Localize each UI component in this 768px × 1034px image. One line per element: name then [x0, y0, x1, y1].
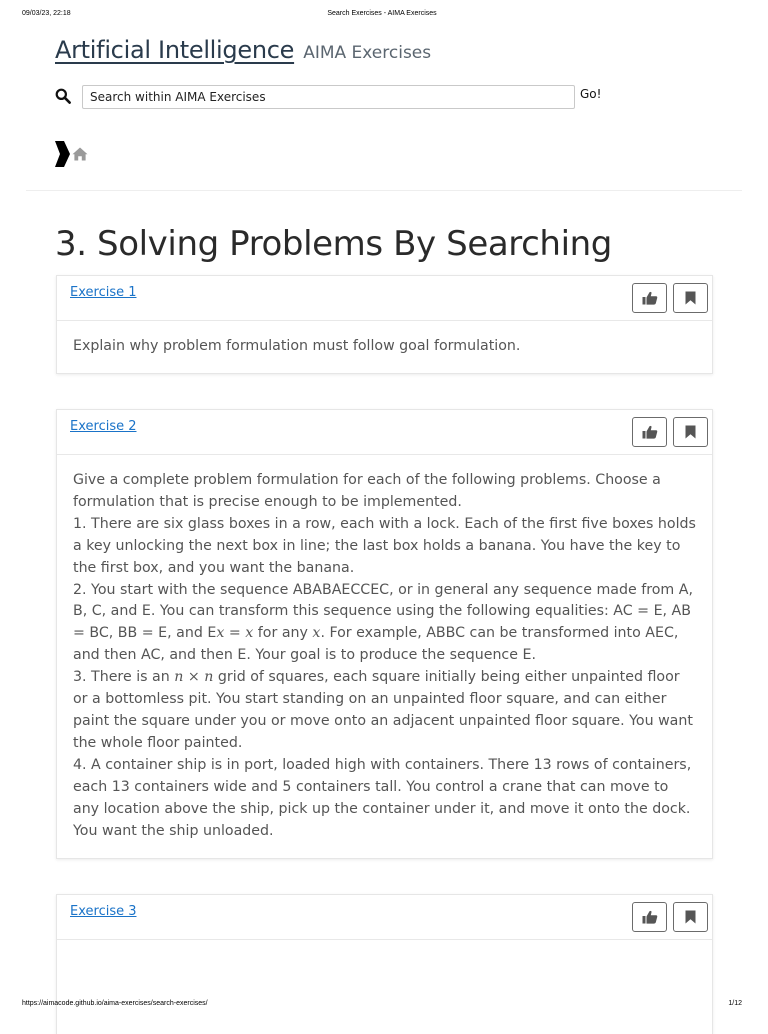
- bookmark-icon: [685, 291, 696, 305]
- exercise-body: [57, 321, 712, 358]
- thumbs-up-icon: [642, 291, 658, 305]
- bookmark-icon: [685, 910, 696, 924]
- math-expression: n × n: [174, 669, 214, 686]
- exercise-link[interactable]: Exercise 2: [70, 419, 137, 434]
- upvote-button[interactable]: [632, 283, 667, 313]
- search-input[interactable]: [82, 85, 575, 109]
- item-2-text: 2. You start with the sequence ABABAECCEC, or in general any sequence made from A, B, C, and E. You can transform this sequence using the following equalities: AC = E, AB = BC, BB = E, and E: [73, 581, 693, 642]
- search-bar: [55, 85, 615, 111]
- exercise-intro: Give a complete problem formulation for each of the following problems. Choose a formulation that is precise enough to be implemented.: [73, 472, 661, 510]
- bookmark-icon: [685, 425, 696, 439]
- bookmark-button[interactable]: [673, 417, 708, 447]
- home-icon[interactable]: [72, 147, 88, 161]
- bookmark-button[interactable]: [673, 902, 708, 932]
- search-icon: [55, 88, 71, 104]
- item-3-text: 3. There is an: [73, 669, 175, 686]
- exercise-header: [57, 895, 712, 940]
- search-go-button[interactable]: Go!: [580, 87, 602, 101]
- chapter-title: 3. Solving Problems By Searching: [55, 224, 612, 264]
- upvote-button[interactable]: [632, 417, 667, 447]
- brand-title-link[interactable]: Artificial Intelligence: [55, 36, 295, 64]
- math-variable: x: [245, 625, 254, 642]
- print-page-title: Search Exercises - AIMA Exercises: [327, 10, 437, 17]
- exercise-item-2: [73, 580, 696, 668]
- upvote-button[interactable]: [632, 902, 667, 932]
- exercise-item-1: 1. There are six glass boxes in a row, each with a lock. Each of the first five boxes holds a key unlocking the next box in line; the last box holds a banana. You have the key to the first box, and you want the banana.: [73, 515, 696, 576]
- item-2-text: =: [224, 625, 246, 642]
- bookmark-button[interactable]: [673, 283, 708, 313]
- exercise-header: [57, 276, 712, 321]
- print-page-number: 1/12: [728, 1000, 742, 1007]
- print-footer: [22, 1000, 742, 1010]
- exercise-card: [56, 275, 713, 374]
- math-variable: x: [312, 625, 321, 642]
- header-divider: [26, 190, 742, 191]
- item-2-text: for any: [253, 625, 313, 642]
- exercise-card: [56, 409, 713, 859]
- sidebar-toggle-icon[interactable]: [55, 141, 70, 167]
- print-datetime: 09/03/23, 22:18: [22, 10, 71, 17]
- exercise-item-3: [73, 667, 696, 755]
- item-2-text: . For example, ABBC can be transformed into AEC, and then AC, and then E. Your goal is to produce the sequence E.: [73, 625, 679, 664]
- exercise-link[interactable]: Exercise 3: [70, 904, 137, 919]
- thumbs-up-icon: [642, 425, 658, 439]
- site-brand: [55, 36, 431, 64]
- math-variable: x: [216, 625, 225, 642]
- exercise-text: Explain why problem formulation must follow goal formulation.: [73, 338, 521, 354]
- item-3-text: grid of squares, each square initially being either unpainted floor or a bottomless pit. You start standing on an unpainted floor square, and can either paint the square under you or move onto an adjacent unpainted floor square. You want the whole floor painted.: [73, 669, 693, 751]
- exercise-link[interactable]: Exercise 1: [70, 285, 137, 300]
- print-header: [22, 10, 742, 22]
- exercise-body: [57, 455, 712, 842]
- exercise-item-4: 4. A container ship is in port, loaded high with containers. There 13 rows of containers, each 13 containers wide and 5 containers tall. You control a crane that can move to any location above the ship, pick up the container under it, and move it onto the dock. You want the ship unloaded.: [73, 756, 692, 839]
- exercise-header: [57, 410, 712, 455]
- thumbs-up-icon: [642, 910, 658, 924]
- print-url: https://aimacode.github.io/aima-exercises/search-exercises/: [22, 1000, 208, 1007]
- brand-subtitle: AIMA Exercises: [303, 43, 432, 63]
- exercise-card: [56, 894, 713, 1034]
